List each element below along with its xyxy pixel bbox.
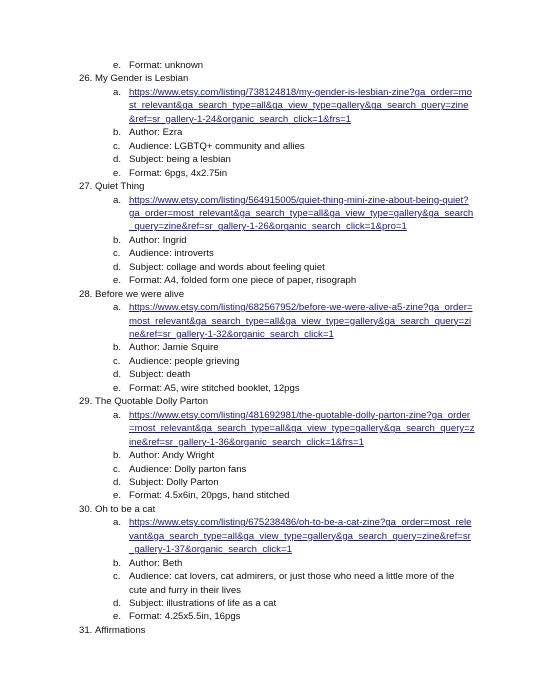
list-marker: b. — [113, 557, 122, 569]
listing-link[interactable]: most_relevant&ga_search_type=all&ga_view_type=gallery&ga_search_query=zi — [129, 315, 472, 327]
zine-title: My Gender is Lesbian — [95, 73, 189, 85]
zine-title: Quiet Thing — [95, 181, 145, 193]
list-marker: 30. — [79, 503, 93, 515]
listing-link[interactable]: &ref=sr_gallery-1-24&organic_search_click=1&frs=1 — [129, 113, 352, 125]
item-text: Format: A4, folded form one piece of paper, risograph — [129, 275, 357, 287]
list-marker: c. — [113, 571, 121, 583]
item-text: Format: 6pgs, 4x2.75in — [129, 167, 228, 179]
zine-title: Oh to be a cat — [95, 503, 156, 515]
list-marker: b. — [113, 234, 122, 246]
zine-title: Before we were alive — [95, 288, 185, 300]
list-marker: d. — [113, 476, 122, 488]
list-marker: d. — [113, 598, 122, 609]
item-text: Author: Beth — [129, 557, 183, 569]
item-text: Format: A5, wire stitched booklet, 12pgs — [129, 382, 300, 394]
list-marker: c. — [113, 463, 121, 475]
item-text: Author: Ezra — [129, 127, 183, 139]
listing-link[interactable]: https://www.etsy.com/listing/682567952/before-we-were-alive-a5-zine?ga_order= — [129, 302, 473, 314]
list-marker: b. — [113, 127, 122, 139]
list-marker: d. — [113, 261, 122, 273]
listing-link[interactable]: _gallery-1-37&organic_search_click=1 — [129, 544, 292, 556]
listing-link[interactable]: ga_order=most_relevant&ga_search_type=all&ga_view_type=gallery&ga_search — [129, 207, 474, 219]
list-marker: 28. — [79, 288, 93, 300]
listing-link[interactable]: https://www.etsy.com/listing/564915005/quiet-thing-mini-zine-about-being-quiet? — [129, 194, 469, 206]
list-marker: 31. — [79, 624, 93, 636]
list-marker: c. — [113, 140, 121, 152]
item-text: Audience: introverts — [129, 248, 214, 260]
item-text: Audience: people grieving — [129, 355, 240, 367]
item-text: Subject: being a lesbian — [129, 154, 231, 166]
item-text: Audience: Dolly parton fans — [129, 463, 247, 475]
list-marker: e. — [113, 275, 122, 287]
list-marker: e. — [113, 382, 122, 394]
list-marker: d. — [113, 154, 122, 166]
list-marker: e. — [113, 490, 122, 502]
listing-link[interactable]: https://www.etsy.com/listing/738124818/my-gender-is-lesbian-zine?ga_order=mo — [129, 86, 472, 98]
list-marker: d. — [113, 369, 122, 381]
list-marker: 27. — [79, 181, 93, 193]
list-marker: e. — [113, 167, 122, 179]
list-marker: c. — [113, 355, 121, 367]
list-marker: 26. — [79, 73, 93, 85]
item-text: cute and furry in their lives — [129, 584, 241, 596]
item-text: Author: Andy Wright — [129, 450, 215, 462]
item-text: Subject: Dolly Parton — [129, 476, 219, 488]
listing-link[interactable]: https://www.etsy.com/listing/481692981/the-quotable-dolly-parton-zine?ga_order — [129, 409, 471, 421]
item-text: Subject: collage and words about feeling quiet — [129, 261, 325, 273]
item-text: Audience: LGBTQ+ community and allies — [129, 140, 305, 152]
item-text: Audience: cat lovers, cat admirers, or just those who need a little more of the — [129, 571, 455, 583]
list-marker: e. — [113, 611, 122, 623]
list-marker: a. — [113, 302, 122, 314]
listing-link[interactable]: https://www.etsy.com/listing/675238486/oh-to-be-a-cat-zine?ga_order=most_rele — [129, 517, 472, 529]
item-text: Author: Jamie Squire — [129, 342, 219, 354]
listing-link[interactable]: vant&ga_search_type=all&ga_view_type=gallery&ga_search_query=zine&ref=sr — [129, 530, 471, 542]
list-marker: e. — [113, 60, 122, 71]
list-marker: a. — [113, 194, 122, 206]
listing-link[interactable]: _query=zine&ref=sr_gallery-1-26&organic_search_click=1&pro=1 — [129, 221, 407, 233]
list-marker: b. — [113, 342, 122, 354]
item-text: Format: 4.5x6in, 20pgs, hand stitched — [129, 490, 290, 502]
item-text: Author: Ingrid — [129, 234, 187, 246]
list-marker: b. — [113, 450, 122, 462]
listing-link[interactable]: ne&ref=sr_gallery-1-32&organic_search_click=1 — [129, 329, 334, 340]
list-marker: a. — [113, 517, 122, 529]
listing-link[interactable]: ine&ref=sr_gallery-1-36&organic_search_click=1&frs=1 — [129, 436, 364, 448]
list-marker: a. — [113, 86, 122, 98]
listing-link[interactable]: st_relevant&ga_search_type=all&ga_view_type=gallery&ga_search_query=zine — [129, 100, 469, 112]
zine-title: Affirmations — [95, 624, 146, 636]
item-text: Subject: death — [129, 369, 191, 381]
list-marker: a. — [113, 409, 122, 421]
item-text: Format: unknown — [129, 60, 204, 71]
item-text: Subject: illustrations of life as a cat — [129, 598, 277, 609]
item-text: Format: 4.25x5.5in, 16pgs — [129, 611, 241, 623]
list-marker: 29. — [79, 396, 93, 408]
zine-title: The Quotable Dolly Parton — [95, 396, 209, 408]
list-marker: c. — [113, 248, 121, 260]
listing-link[interactable]: =most_relevant&ga_search_type=all&ga_view_type=gallery&ga_search_query=z — [129, 423, 475, 435]
